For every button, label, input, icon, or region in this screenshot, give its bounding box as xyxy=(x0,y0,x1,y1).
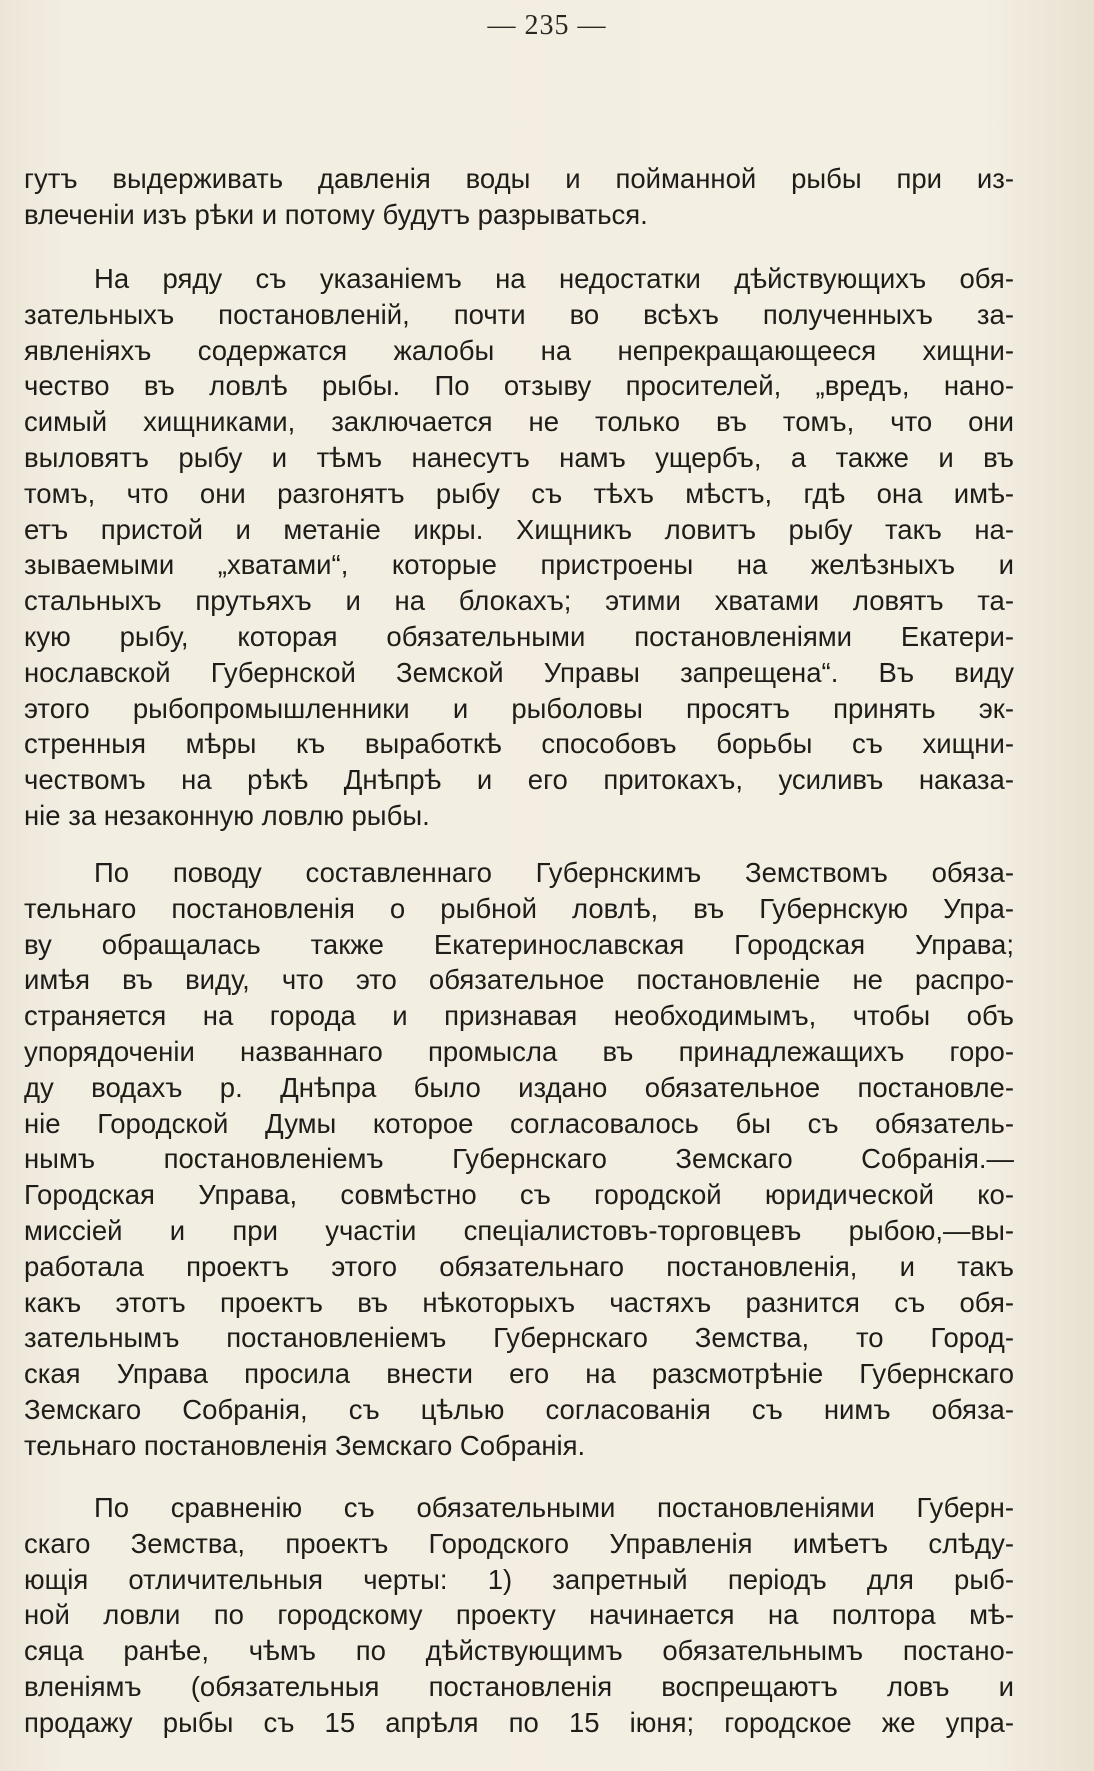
text-line: Городская Управа, совмѣстно съ городской юридической ко- xyxy=(24,1179,1014,1211)
text-line: ной ловли по городскому проекту начинается на полтора мѣ- xyxy=(24,1599,1014,1631)
text-line: На ряду съ указаніемъ на недостатки дѣйствующихъ обя- xyxy=(94,263,1014,294)
text-line: Земскаго Собранія, съ цѣлью согласованія съ нимъ обяза- xyxy=(24,1393,1014,1425)
text-line: томъ, что они разгонятъ рыбу съ тѣхъ мѣстъ, гдѣ она имѣ- xyxy=(24,477,1014,509)
text-line: ду водахъ р. Днѣпра было издано обязательное постановле- xyxy=(24,1071,1014,1103)
text-line: нославской Губернской Земской Управы запрещена“. Въ виду xyxy=(24,656,1014,688)
text-line: ская Управа просила внести его на разсмотрѣніе Губернскаго xyxy=(24,1358,1014,1390)
text-line: скаго Земства, проектъ Городского Управленія имѣетъ слѣду- xyxy=(24,1527,1014,1559)
text-line: тельнаго постановленія о рыбной ловлѣ, въ Губернскую Упра- xyxy=(24,892,1014,924)
text-line: сяца ранѣе, чѣмъ по дѣйствующимъ обязательнымъ постано- xyxy=(24,1635,1014,1667)
paragraph-1 xyxy=(24,161,1014,233)
text-line: влеченіи изъ рѣки и потому будутъ разрываться. xyxy=(24,198,648,230)
text-line: По сравненію съ обязательными постановленіями Губерн- xyxy=(94,1492,1014,1523)
text-line: ву обращалась также Екатеринославская Городская Управа; xyxy=(24,928,1014,960)
text-line: гутъ выдерживать давленія воды и пойманной рыбы при из- xyxy=(24,163,1014,194)
text-line: миссіей и при участіи спеціалистовъ-торговцевъ рыбою,—вы- xyxy=(24,1214,1014,1246)
text-line: явленіяхъ содержатся жалобы на непрекращающееся хищни- xyxy=(24,334,1014,366)
text-line: стальныхъ прутьяхъ и на блокахъ; этими хватами ловятъ та- xyxy=(24,585,1014,617)
text-line: зательныхъ постановленій, почти во всѣхъ полученныхъ за- xyxy=(24,298,1014,330)
text-line: зываемыми „хватами“, которые пристроены на желѣзныхъ и xyxy=(24,549,1014,581)
text-line: выловятъ рыбу и тѣмъ нанесутъ намъ ущербъ, а также и въ xyxy=(24,441,1014,473)
text-line: ніе Городской Думы которое согласовалось бы съ обязатель- xyxy=(24,1107,1014,1139)
text-line: чествомъ на рѣкѣ Днѣпрѣ и его притокахъ, усиливъ наказа- xyxy=(24,764,1014,796)
text-line: ющія отличительныя черты: 1) запретный періодъ для рыб- xyxy=(24,1563,1014,1595)
text-line: работала проектъ этого обязательнаго постановленія, и такъ xyxy=(24,1250,1014,1282)
paragraph-4 xyxy=(24,1490,1014,1741)
text-line: ніе за незаконную ловлю рыбы. xyxy=(24,799,430,831)
text-line: тельнаго постановленія Земскаго Собранія. xyxy=(24,1429,586,1461)
text-line: вленіямъ (обязательныя постановленія воспрещаютъ ловъ и xyxy=(24,1670,1014,1702)
paragraph-3 xyxy=(24,855,1014,1464)
text-line: нымъ постановленіемъ Губернскаго Земскаго Собранія.— xyxy=(24,1143,1014,1175)
text-line: кую рыбу, которая обязательными постановленіями Екатери- xyxy=(24,620,1014,652)
text-line: какъ этотъ проектъ въ нѣкоторыхъ частяхъ разнится съ обя- xyxy=(24,1286,1014,1318)
text-line: симый хищниками, заключается не только въ томъ, что они xyxy=(24,406,1014,438)
text-line: этого рыбопромышленники и рыболовы просятъ принять эк- xyxy=(24,692,1014,724)
text-line: страняется на города и признавая необходимымъ, чтобы объ xyxy=(24,1000,1014,1032)
text-line: упорядоченіи названнаго промысла въ принадлежащихъ горо- xyxy=(24,1035,1014,1067)
text-line: продажу рыбы съ 15 апрѣля по 15 іюня; городское же упра- xyxy=(24,1706,1014,1738)
text-line: чество въ ловлѣ рыбы. По отзыву просителей, „вредъ, нано- xyxy=(24,370,1014,402)
text-line: етъ пристой и метаніе икры. Хищникъ ловитъ рыбу такъ на- xyxy=(24,513,1014,545)
text-line: По поводу составленнаго Губернскимъ Земствомъ обяза- xyxy=(94,857,1014,888)
text-line: стренныя мѣры къ выработкѣ способовъ борьбы съ хищни- xyxy=(24,728,1014,760)
paragraph-2 xyxy=(24,261,1014,834)
text-line: имѣя въ виду, что это обязательное постановленіе не распро- xyxy=(24,964,1014,996)
text-line: зательнымъ постановленіемъ Губернскаго Земства, то Город- xyxy=(24,1322,1014,1354)
page-number: — 235 — xyxy=(487,10,607,41)
